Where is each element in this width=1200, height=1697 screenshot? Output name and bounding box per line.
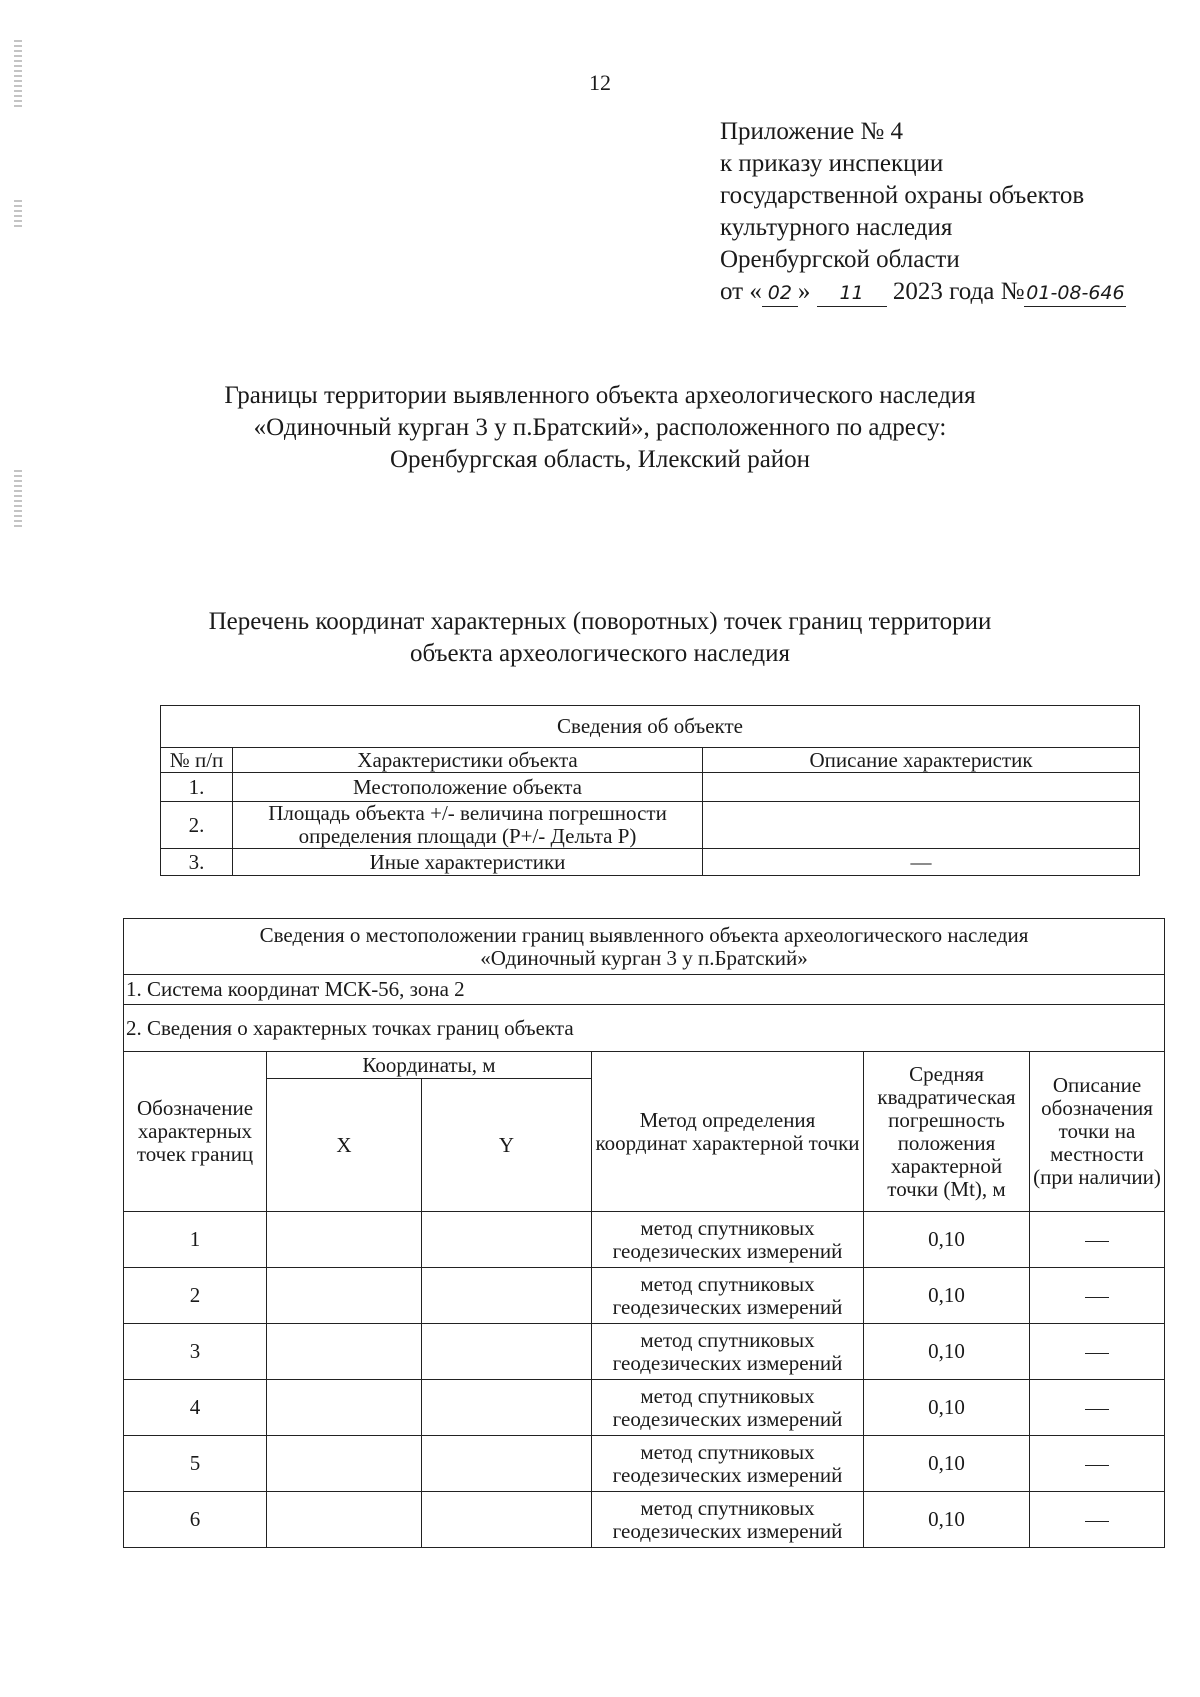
- description-cell: [1030, 1324, 1165, 1380]
- point-id: 5: [124, 1436, 267, 1492]
- date-day: 02: [762, 280, 798, 307]
- table-row: [161, 802, 1140, 849]
- column-header-error: Средняя квадратическая погрешность положения характерной точки (Mt), м: [864, 1052, 1030, 1212]
- column-header: Описание характеристик: [703, 748, 1140, 773]
- coord-y: [422, 1212, 592, 1268]
- row-description: [703, 802, 1140, 849]
- row-name: Площадь объекта +/- величина погрешности определения площади (P+/- Дельта P): [233, 802, 703, 849]
- scan-artifact: [14, 470, 22, 530]
- description-cell: [1030, 1212, 1165, 1268]
- appendix-line: Приложение № 4: [720, 118, 904, 145]
- coord-x: [267, 1436, 422, 1492]
- row-description: [703, 773, 1140, 802]
- method-line: метод спутниковых: [640, 1271, 815, 1296]
- row-number: 3.: [161, 849, 233, 876]
- method-cell: [592, 1324, 864, 1380]
- date-prefix: от «: [720, 278, 762, 305]
- caption-line: Сведения о местоположении границ выявленного объекта археологического наследия: [259, 922, 1029, 947]
- error-value: 0,10: [864, 1380, 1030, 1436]
- point-id: 3: [124, 1324, 267, 1380]
- coord-x: [267, 1268, 422, 1324]
- table-row: [124, 1212, 1165, 1268]
- caption-line: «Одиночный курган 3 у п.Братский»: [480, 945, 808, 970]
- date-year: 2023 года №: [892, 278, 1025, 305]
- coord-x: [267, 1492, 422, 1548]
- row-name: Местоположение объекта: [233, 773, 703, 802]
- boundary-points-table: [123, 918, 1165, 1548]
- column-header: Характеристики объекта: [233, 748, 703, 773]
- coord-x: [267, 1212, 422, 1268]
- order-number: 01-08-646: [1024, 280, 1126, 307]
- dash-mark: [1085, 1465, 1109, 1466]
- method-cell: [592, 1268, 864, 1324]
- method-line: геодезических измерений: [612, 1350, 843, 1375]
- scan-artifact: [14, 200, 22, 228]
- subtitle-line: объекта археологического наследия: [410, 640, 790, 667]
- appendix-block: [720, 116, 1126, 308]
- error-value: 0,10: [864, 1324, 1030, 1380]
- dash-mark: [1085, 1297, 1109, 1298]
- coord-y: [422, 1492, 592, 1548]
- method-cell: [592, 1212, 864, 1268]
- description-cell: [1030, 1436, 1165, 1492]
- date-month: 11: [817, 280, 887, 307]
- table-caption: Сведения об объекте: [161, 706, 1140, 748]
- coord-y: [422, 1268, 592, 1324]
- error-value: 0,10: [864, 1268, 1030, 1324]
- column-header-point: Обозначение характерных точек границ: [124, 1052, 267, 1212]
- table-caption: [124, 919, 1165, 975]
- document-title: [0, 380, 1200, 476]
- description-cell: [1030, 1268, 1165, 1324]
- method-cell: [592, 1380, 864, 1436]
- coord-x: [267, 1380, 422, 1436]
- method-line: метод спутниковых: [640, 1383, 815, 1408]
- table-row: [124, 1324, 1165, 1380]
- coord-y: [422, 1324, 592, 1380]
- appendix-line: к приказу инспекции: [720, 150, 944, 177]
- row-name: Иные характеристики: [233, 849, 703, 876]
- column-header: № п/п: [161, 748, 233, 773]
- method-line: метод спутниковых: [640, 1495, 815, 1520]
- point-id: 4: [124, 1380, 267, 1436]
- error-value: 0,10: [864, 1436, 1030, 1492]
- table-row: [124, 1492, 1165, 1548]
- appendix-date-line: [720, 276, 1126, 308]
- method-line: геодезических измерений: [612, 1462, 843, 1487]
- appendix-line: культурного наследия: [720, 214, 953, 241]
- coord-x: [267, 1324, 422, 1380]
- point-id: 2: [124, 1268, 267, 1324]
- appendix-line: Оренбургской области: [720, 246, 960, 273]
- point-id: 6: [124, 1492, 267, 1548]
- column-header-method: Метод определения координат характерной точки: [592, 1052, 864, 1212]
- column-header-y: Y: [422, 1079, 592, 1212]
- table-row: [124, 1268, 1165, 1324]
- method-cell: [592, 1492, 864, 1548]
- description-cell: [1030, 1492, 1165, 1548]
- point-id: 1: [124, 1212, 267, 1268]
- dash-mark: [1085, 1353, 1109, 1354]
- appendix-line: государственной охраны объектов: [720, 182, 1085, 209]
- dash-mark: [1085, 1521, 1109, 1522]
- object-info-table: [160, 705, 1140, 876]
- dash-mark: [1085, 1409, 1109, 1410]
- method-line: метод спутниковых: [640, 1215, 815, 1240]
- row-description: —: [703, 849, 1140, 876]
- coordinate-system: 1. Система координат МСК-56, зона 2: [124, 975, 1165, 1005]
- table-row: [124, 1436, 1165, 1492]
- error-value: 0,10: [864, 1212, 1030, 1268]
- method-line: геодезических измерений: [612, 1518, 843, 1543]
- method-cell: [592, 1436, 864, 1492]
- table-row: [161, 773, 1140, 802]
- coord-y: [422, 1380, 592, 1436]
- table-row: [161, 849, 1140, 876]
- list-title: [0, 606, 1200, 670]
- method-line: метод спутниковых: [640, 1327, 815, 1352]
- table-row: [124, 1380, 1165, 1436]
- page-number: 12: [589, 70, 611, 95]
- method-line: геодезических измерений: [612, 1238, 843, 1263]
- dash-mark: [1085, 1241, 1109, 1242]
- column-header-coords: Координаты, м: [267, 1052, 592, 1079]
- row-number: 2.: [161, 802, 233, 849]
- title-line: Границы территории выявленного объекта археологического наследия: [224, 382, 976, 409]
- description-cell: [1030, 1380, 1165, 1436]
- row-number: 1.: [161, 773, 233, 802]
- method-line: геодезических измерений: [612, 1294, 843, 1319]
- column-header-description: Описание обозначения точки на местности (при наличии): [1030, 1052, 1165, 1212]
- title-line: «Одиночный курган 3 у п.Братский», расположенного по адресу:: [253, 414, 947, 441]
- title-line: Оренбургская область, Илекский район: [389, 446, 811, 473]
- method-line: геодезических измерений: [612, 1406, 843, 1431]
- column-header-x: X: [267, 1079, 422, 1212]
- error-value: 0,10: [864, 1492, 1030, 1548]
- coord-y: [422, 1436, 592, 1492]
- date-quote: »: [797, 278, 811, 305]
- points-section-title: 2. Сведения о характерных точках границ объекта: [124, 1005, 1165, 1052]
- method-line: метод спутниковых: [640, 1439, 815, 1464]
- subtitle-line: Перечень координат характерных (поворотных) точек границ территории: [208, 608, 992, 635]
